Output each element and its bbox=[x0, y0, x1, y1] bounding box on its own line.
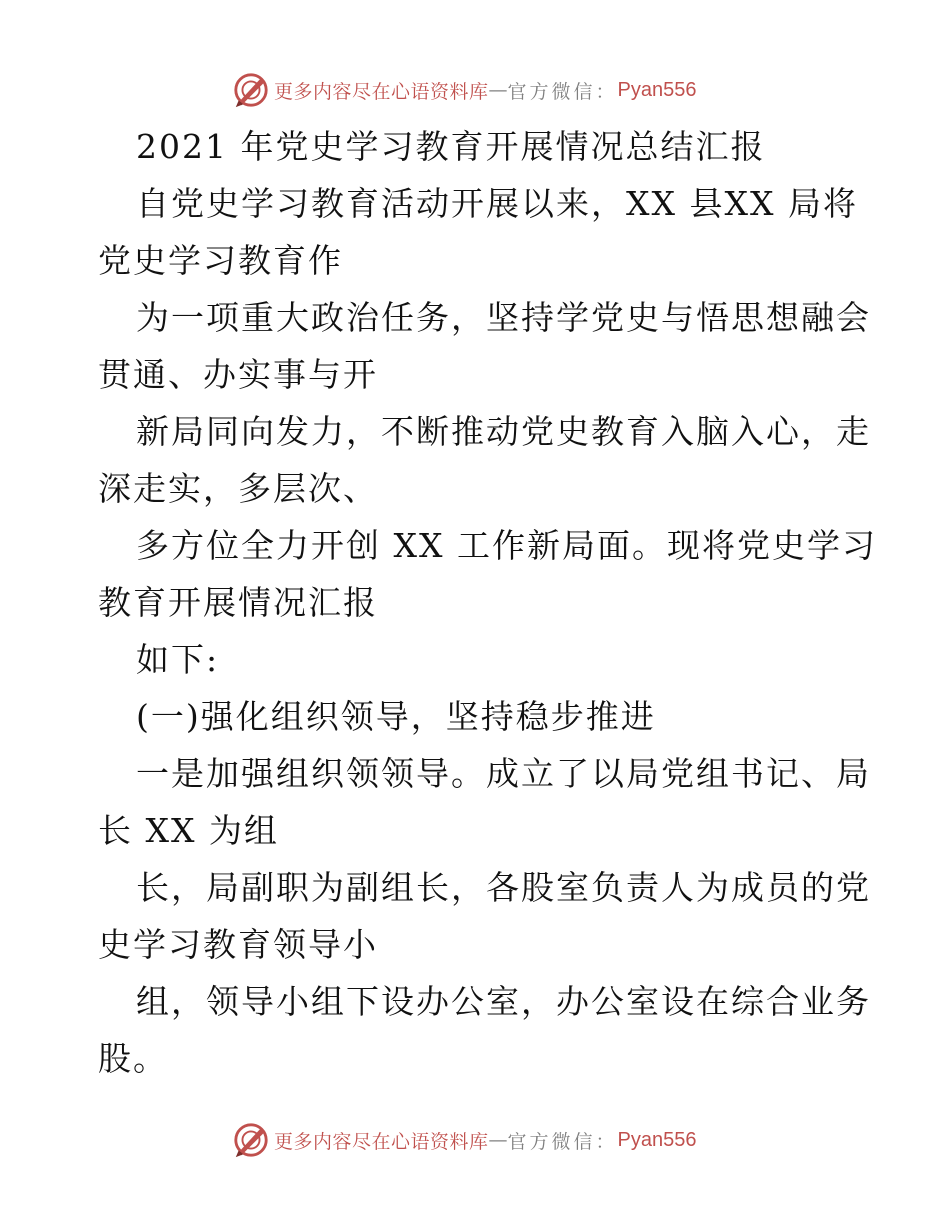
text-line: (一)强化组织领导，坚持稳步推进 bbox=[136, 697, 656, 736]
watermark-wechat-id: Pyan556 bbox=[617, 1128, 697, 1151]
text-line: 如下: bbox=[136, 640, 220, 679]
text-line: 新局同向发力，不断推动党史教育入脑入心，走 bbox=[136, 412, 871, 451]
footer-watermark bbox=[232, 1120, 697, 1160]
watermark-separator: — bbox=[488, 1129, 508, 1151]
text-line: 教育开展情况汇报 bbox=[98, 583, 378, 622]
text-line: 组，领导小组下设办公室，办公室设在综合业务 bbox=[136, 982, 871, 1021]
watermark-label: 官方微信： bbox=[507, 1130, 618, 1153]
text-line: 长 XX 为组 bbox=[98, 811, 279, 850]
text-line: 一是加强组织领领导。成立了以局党组书记、局 bbox=[136, 754, 871, 793]
text-line: 深走实，多层次、 bbox=[98, 469, 378, 508]
watermark-label: 官方微信： bbox=[507, 80, 618, 103]
header-watermark bbox=[232, 70, 697, 110]
pen-logo-icon bbox=[232, 71, 270, 109]
watermark-separator: — bbox=[488, 79, 508, 101]
watermark-text: 更多内容尽在心语资料库 bbox=[274, 1130, 489, 1153]
document-body bbox=[98, 118, 877, 1087]
text-line: 多方位全力开创 XX 工作新局面。现将党史学习 bbox=[136, 526, 877, 565]
text-line: 史学习教育领导小 bbox=[98, 925, 378, 964]
text-line: 为一项重大政治任务，坚持学党史与悟思想融会 bbox=[136, 298, 871, 337]
text-line: 自党史学习教育活动开展以来，XX 县XX 局将 bbox=[136, 184, 858, 223]
text-line: 股。 bbox=[98, 1039, 168, 1078]
watermark-text: 更多内容尽在心语资料库 bbox=[274, 80, 489, 103]
document-title: 2021 年党史学习教育开展情况总结汇报 bbox=[136, 127, 766, 166]
watermark-wechat-id: Pyan556 bbox=[617, 78, 697, 101]
text-line: 贯通、办实事与开 bbox=[98, 355, 378, 394]
text-line: 长，局副职为副组长，各股室负责人为成员的党 bbox=[136, 868, 871, 907]
pen-logo-icon bbox=[232, 1121, 270, 1159]
text-line: 党史学习教育作 bbox=[98, 241, 343, 280]
